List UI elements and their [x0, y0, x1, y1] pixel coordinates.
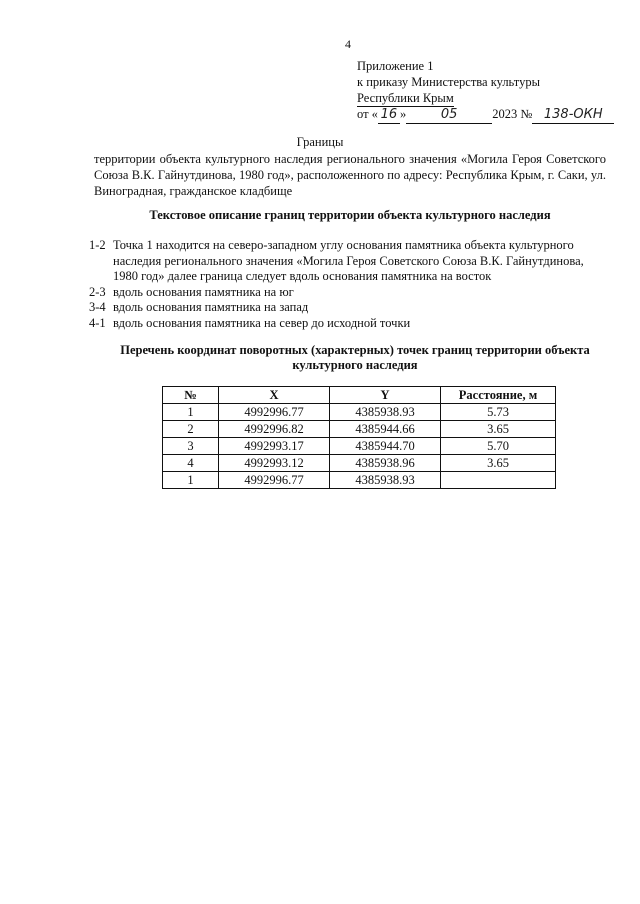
cell-x: 4992993.17 [219, 438, 330, 455]
cell-x: 4992993.12 [219, 455, 330, 472]
cell-number: 2 [163, 421, 219, 438]
document-title: Границы [296, 135, 344, 149]
object-description: территории объекта культурного наследия регионального значения «Могила Героя Советского Союза В.К. Гайнутдинова, 1980 год», расположенного по адресу: Республика Крым, г. Саки, ул. Виноградная, гражданское кладбище [94, 152, 606, 198]
order-date-line [357, 107, 607, 125]
segment-text: вдоль основания памятника на юг [113, 284, 294, 299]
segment-text: Точка 1 находится на северо-западном углу основания памятника объекта культурного наследия регионального значения «Могила Героя Советского Союза В.К. Гайнутдинова, 1980 год» далее граница следует вдоль основания памятника на восток [113, 238, 584, 283]
list-item [89, 300, 609, 316]
segment-text: вдоль основания памятника на север до исходной точки [113, 315, 411, 330]
appendix-label: Приложение 1 [357, 59, 434, 73]
region-text: Республики Крым [357, 91, 454, 105]
list-item [89, 285, 609, 301]
order-year: 2023 № [492, 107, 533, 121]
segment-code: 1-2 [89, 238, 106, 252]
table-row [163, 404, 556, 421]
page-number: 4 [345, 37, 351, 51]
coordinates-table [162, 386, 556, 489]
table-row [163, 472, 556, 489]
table-heading: Перечень координат поворотных (характерных) точек границ территории объекта культурного наследия [120, 343, 590, 372]
date-mid: » [399, 107, 407, 121]
list-item [89, 238, 609, 285]
column-header-y: Y [330, 387, 441, 404]
cell-y: 4385938.93 [330, 472, 441, 489]
order-header [357, 59, 607, 125]
cell-number: 1 [163, 472, 219, 489]
section-heading: Текстовое описание границ территории объекта культурного наследия [149, 208, 551, 222]
date-prefix: от « [357, 107, 378, 121]
boundary-description-list [89, 238, 609, 331]
segment-code: 2-3 [89, 284, 106, 299]
cell-y: 4385944.70 [330, 438, 441, 455]
cell-y: 4385938.96 [330, 455, 441, 472]
ministry-region [357, 91, 607, 107]
table-row [163, 421, 556, 438]
cell-distance: 3.65 [441, 421, 556, 438]
table-row [163, 438, 556, 455]
cell-distance [441, 472, 556, 489]
cell-x: 4992996.77 [219, 472, 330, 489]
segment-text: вдоль основания памятника на запад [113, 300, 309, 314]
table-row [163, 455, 556, 472]
cell-x: 4992996.82 [219, 421, 330, 438]
order-month: 05 [406, 107, 492, 124]
cell-y: 4385944.66 [330, 421, 441, 438]
table-header-row [163, 387, 556, 404]
cell-distance: 5.73 [441, 404, 556, 421]
column-header-number: № [163, 387, 219, 404]
cell-number: 4 [163, 455, 219, 472]
order-number: 138-ОКН [532, 107, 614, 124]
column-header-x: X [219, 387, 330, 404]
cell-y: 4385938.93 [330, 404, 441, 421]
cell-distance: 5.70 [441, 438, 556, 455]
cell-number: 1 [163, 404, 219, 421]
order-day: 16 [378, 107, 400, 124]
cell-distance: 3.65 [441, 455, 556, 472]
segment-code: 3-4 [89, 300, 106, 314]
column-header-distance: Расстояние, м [441, 387, 556, 404]
list-item [89, 316, 609, 332]
cell-number: 3 [163, 438, 219, 455]
cell-x: 4992996.77 [219, 404, 330, 421]
order-reference: к приказу Министерства культуры [357, 75, 540, 89]
segment-code: 4-1 [89, 315, 106, 330]
